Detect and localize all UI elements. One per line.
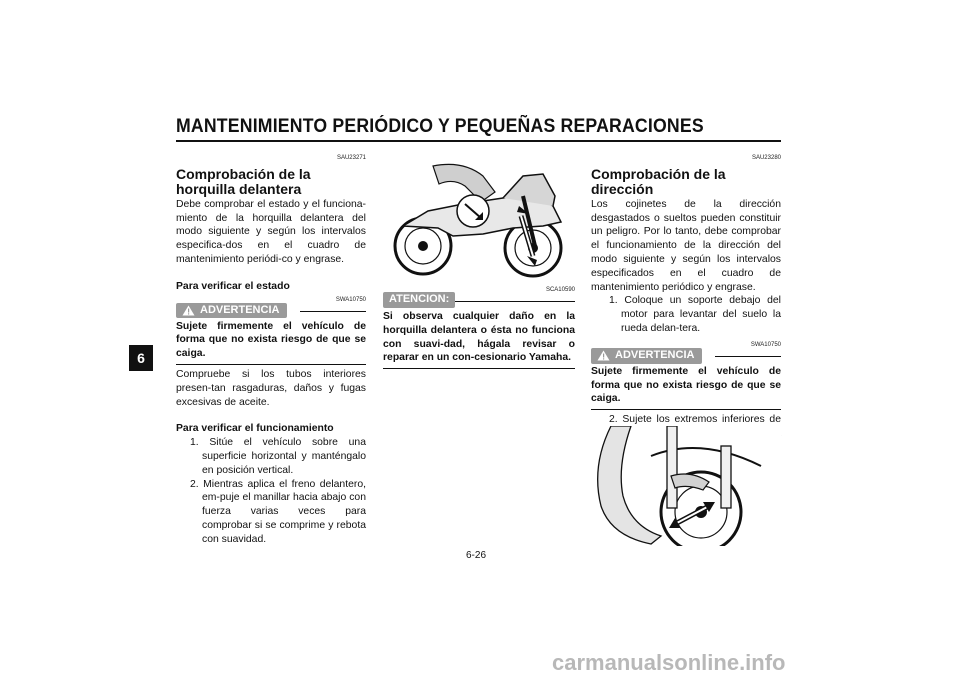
subheading-operation: Para verificar el funcionamiento xyxy=(176,423,334,435)
warning-label: ADVERTENCIA xyxy=(615,348,695,361)
section-heading-steering: Comprobación de la dirección xyxy=(591,165,726,197)
warning-code: SWA10750 xyxy=(335,296,366,303)
steering-fork-image xyxy=(591,426,781,546)
caution-rule-top xyxy=(455,301,575,302)
motorcycle-fork-image xyxy=(383,156,575,280)
warning-label: ADVERTENCIA xyxy=(200,303,280,316)
warning-triangle-icon xyxy=(597,350,610,361)
ref-code: SAU23280 xyxy=(751,155,781,161)
section-heading-fork: Comprobación de la horquilla delantera xyxy=(176,165,311,197)
warning-rule-bottom xyxy=(591,409,781,410)
list-item: 1. Coloque un soporte debajo del motor para levantar del suelo la rueda delan-tera. xyxy=(609,295,781,334)
middle-column xyxy=(383,284,575,369)
page-title: MANTENIMIENTO PERIÓDICO Y PEQUEÑAS REPARACIONES xyxy=(176,116,704,137)
warning-badge xyxy=(591,348,702,364)
header-rule xyxy=(176,140,781,142)
subheading-condition: Para verificar el estado xyxy=(176,280,290,292)
warning-code: SWA10750 xyxy=(750,341,781,348)
warning-rule-top xyxy=(715,356,781,357)
warning-badge xyxy=(176,303,287,319)
list-item: 2. Sujete los extremos inferiores de xyxy=(609,414,781,426)
motorcycle-illustration xyxy=(383,156,575,280)
caution-code: SCA10590 xyxy=(545,287,575,293)
ref-code: SAU23271 xyxy=(336,155,366,161)
check-text: Compruebe si los tubos interiores presen-tan rasgaduras, daños y fugas excesivas de aceite. xyxy=(176,368,366,408)
left-column xyxy=(176,152,366,547)
chapter-tab: 6 xyxy=(129,345,153,371)
watermark: carmanualsonline.info xyxy=(552,650,786,675)
steering-intro: Los cojinetes de la dirección desgastados o sueltos pueden constituir un peligro. Por lo tanto, debe comprobar el funcionamiento de la dirección del modo siguiente y según los intervalos especificados en el cuadro de mantenimiento periódico y engrase. xyxy=(591,198,781,293)
caution-text: Si observa cualquier daño en la horquilla delantera o ésta no funciona con suavi-dad, hágala revisar o reparar en un con-cesionario Yamaha. xyxy=(383,311,575,364)
page-number: 6-26 xyxy=(466,550,487,561)
warning-triangle-icon xyxy=(182,305,195,316)
fork-intro: Debe comprobar el estado y el funciona-miento de la horquilla delantera del modo siguiente y según los intervalos especifica-dos en el cuadro de mantenimiento periódi-co y engrase. xyxy=(176,198,366,265)
warning-text: Sujete firmemente el vehículo de forma que no exista riesgo de que se caiga. xyxy=(176,320,366,360)
warning-rule-bottom xyxy=(176,364,366,365)
list-item: 1. Sitúe el vehículo sobre una superficie horizontal y manténgalo en posición vertical. xyxy=(190,437,366,476)
list-item: 2. Mientras aplica el freno delantero, em-puje el manillar hacia abajo con fuerza varias veces para comprobar si se comprime y rebota con suavidad. xyxy=(190,478,366,545)
warning-rule-top xyxy=(300,311,366,312)
warning-text: Sujete firmemente el vehículo de forma que no exista riesgo de que se caiga. xyxy=(591,365,781,405)
caution-badge: ATENCION: xyxy=(383,292,455,308)
caution-rule-bottom xyxy=(383,368,575,369)
steering-illustration xyxy=(591,426,781,546)
